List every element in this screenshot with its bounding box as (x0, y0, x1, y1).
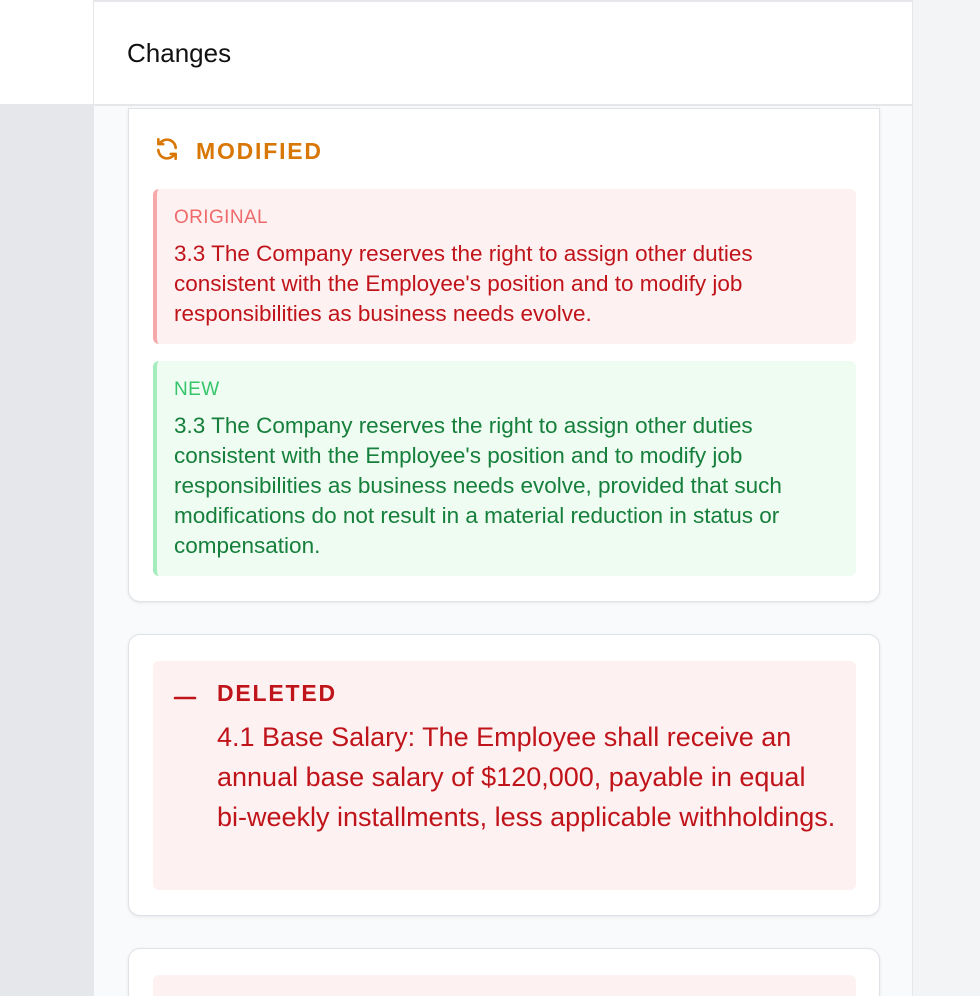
change-type-badge (154, 135, 323, 167)
right-gutter (913, 0, 980, 996)
original-text-block (153, 189, 856, 344)
left-sidebar (0, 0, 93, 996)
left-sidebar-header (0, 0, 93, 106)
change-card-deleted[interactable] (128, 634, 880, 916)
changes-panel-header (94, 0, 912, 106)
original-text: 3.3 The Company reserves the right to assign other duties consistent with the Employee's position and to modify job responsibilities as business needs evolve. (174, 241, 753, 326)
change-type-badge (173, 677, 337, 709)
refresh-icon (154, 136, 180, 167)
deleted-text-block (153, 661, 856, 890)
changes-panel (93, 0, 913, 996)
new-caption: NEW (174, 379, 220, 400)
original-caption: ORIGINAL (174, 207, 268, 228)
panel-title: Changes (127, 37, 232, 68)
deleted-text: 4.1 Base Salary: The Employee shall receive an annual base salary of $120,000, payable in equal bi-weekly installments, less applicable withholdings. (217, 722, 836, 832)
change-card-modified[interactable] (128, 108, 880, 602)
change-type-label: MODIFIED (196, 137, 323, 164)
next-change-block (153, 975, 856, 996)
change-card-next[interactable] (128, 948, 880, 996)
minus-icon (173, 679, 197, 708)
new-text-block (153, 361, 856, 576)
new-text: 3.3 The Company reserves the right to assign other duties consistent with the Employee's position and to modify job responsibilities as business needs evolve, provided that such modifications do not result in a material reduction in status or compensation. (174, 413, 782, 558)
change-type-label: DELETED (217, 679, 337, 706)
